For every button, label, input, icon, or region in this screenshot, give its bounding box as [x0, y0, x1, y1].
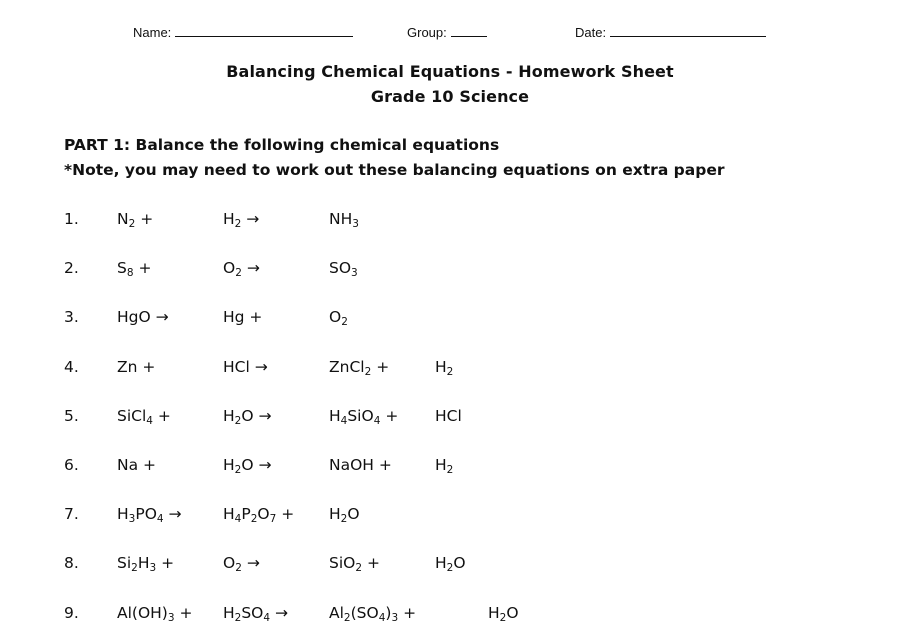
equation-term: Hg + — [223, 308, 263, 327]
name-label: Name: — [133, 25, 172, 40]
equation-row — [0, 259, 900, 285]
equation-term: $H_3PO_4$ → — [117, 505, 182, 526]
equation-term: $H_2$ — [435, 456, 454, 476]
equation-number: 5. — [64, 406, 79, 425]
name-field[interactable] — [133, 24, 353, 40]
date-label: Date: — [575, 25, 607, 40]
equation-term: $H_2O$ — [329, 505, 360, 526]
equation-term: $H_2O$ → — [223, 456, 272, 476]
group-field[interactable] — [407, 24, 487, 40]
equation-term: $SO_3$ — [329, 259, 358, 280]
equation-term: $H_2O$ — [488, 603, 519, 624]
equation-row — [0, 554, 900, 580]
name-blank-line[interactable] — [175, 24, 353, 37]
worksheet-title: Balancing Chemical Equations - Homework Sheet — [226, 62, 674, 81]
equation-row — [0, 358, 900, 384]
equation-number: 6. — [64, 456, 79, 474]
equation-number: 9. — [64, 603, 79, 622]
group-label: Group: — [407, 25, 447, 40]
date-field[interactable] — [575, 24, 766, 40]
equation-term: $S_8$ + — [117, 259, 152, 280]
equation-term: $H_2SO_4$ → — [223, 603, 288, 624]
equation-number: 3. — [64, 308, 79, 327]
equation-term: SiO$_2$ + — [329, 554, 380, 575]
equation-term: SiCl$_4$ + — [117, 406, 171, 427]
equation-number: 4. — [64, 357, 79, 376]
part1-heading: PART 1: Balance the following chemical equations — [64, 136, 500, 154]
date-blank-line[interactable] — [610, 24, 766, 37]
equation-term: $H_2O$ — [435, 554, 466, 575]
equation-row — [0, 407, 900, 433]
equation-term: $O_2$ → — [223, 554, 260, 575]
equation-number: 2. — [64, 259, 79, 278]
header-fields — [0, 24, 900, 44]
part1-note: *Note, you may need to work out these balancing equations on extra paper — [64, 161, 725, 179]
equation-term: $H_4P_2O_7$ + — [223, 505, 295, 526]
equation-term: $Al_2(SO_4)_3$ + — [329, 603, 417, 624]
equation-number: 1. — [64, 210, 79, 228]
equation-row — [0, 210, 900, 236]
equation-term: HgO → — [117, 308, 169, 327]
equation-row — [0, 604, 900, 630]
equation-row — [0, 456, 900, 482]
equation-term: $H_2$ — [435, 357, 454, 378]
equation-term: HCl — [435, 406, 462, 425]
equation-term: HCl → — [223, 357, 268, 376]
equation-term: $NH_3$ — [329, 210, 359, 230]
equation-term: $H_4SiO_4$ + — [329, 406, 399, 427]
worksheet-subtitle: Grade 10 Science — [370, 87, 530, 106]
equation-row — [0, 505, 900, 531]
equation-term: Zn + — [117, 357, 156, 376]
equation-number: 7. — [64, 505, 79, 524]
equation-term: ZnCl$_2$ + — [329, 357, 390, 378]
equation-term: $H_2$ → — [223, 210, 260, 230]
equation-term: Na + — [117, 456, 157, 474]
equation-row — [0, 308, 900, 334]
equation-term: $Al(OH)_3$ + — [117, 603, 193, 624]
equation-term: $O_2$ → — [223, 259, 260, 280]
equation-term: $H_2O$ → — [223, 406, 272, 427]
equation-term: $O_2$ — [329, 308, 348, 329]
equation-term: NaOH + — [329, 456, 392, 474]
equation-term: $N_2$ + — [117, 210, 154, 230]
equation-number: 8. — [64, 554, 79, 573]
group-blank-line[interactable] — [451, 24, 487, 37]
equation-term: $Si_2H_3$ + — [117, 554, 175, 575]
